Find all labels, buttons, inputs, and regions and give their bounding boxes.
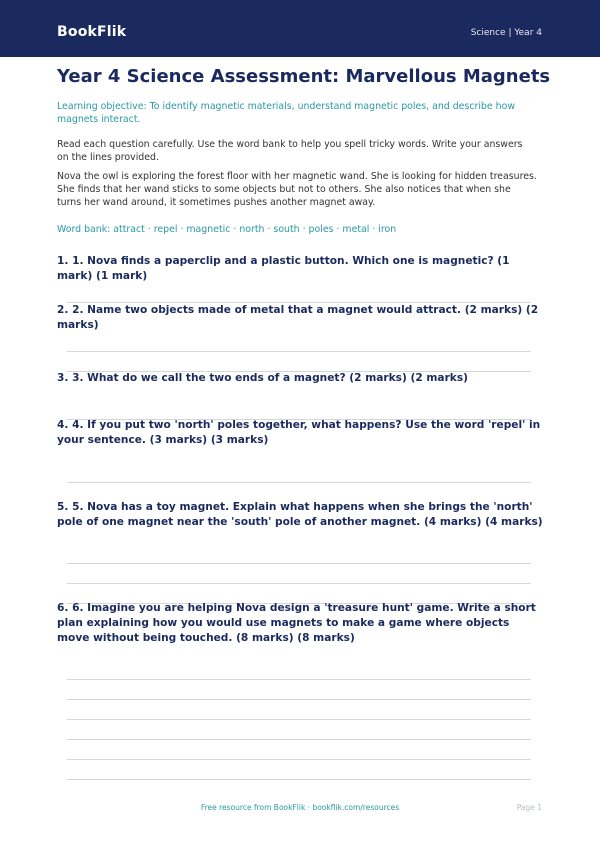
word-bank: Word bank: attract · repel · magnetic · north · south · poles · metal · iron [57,224,397,235]
answer-line[interactable] [67,759,531,760]
answer-line[interactable] [67,739,531,740]
answer-line[interactable] [67,699,531,700]
brand-logo: BookFlik [57,24,127,40]
question-2: 2. 2. Name two objects made of metal that a magnet would attract. (2 marks) (2 marks) [57,304,539,331]
header-bar [0,0,600,57]
answer-line[interactable] [67,583,531,584]
answer-line[interactable] [67,351,531,352]
answer-line[interactable] [67,679,531,680]
question-3: 3. 3. What do we call the two ends of a magnet? (2 marks) (2 marks) [57,372,468,384]
answer-line[interactable] [67,779,531,780]
page-number: Page 1 [516,803,542,812]
answer-line[interactable] [67,719,531,720]
page-title: Year 4 Science Assessment: Marvellous Magnets [57,66,551,87]
question-1: 1. 1. Nova finds a paperclip and a plastic button. Which one is magnetic? (1 mark) (1 mark) [57,255,510,282]
question-5: 5. 5. Nova has a toy magnet. Explain what happens when she brings the 'north' pole of one magnet near the 'south' pole of another magnet. (4 marks) (4 marks) [57,501,543,528]
answer-line[interactable] [67,563,531,564]
footer-text: Free resource from BookFlik · bookflik.com/resources [200,803,400,812]
instructions-text: Read each question carefully. Use the word bank to help you spell tricky words. Write your answers on the lines provided. [57,139,523,163]
answer-line[interactable] [67,482,531,483]
learning-objective: Learning objective: To identify magnetic materials, understand magnetic poles, and describe how magnets interact. [57,101,515,125]
question-4: 4. 4. If you put two 'north' poles together, what happens? Use the word 'repel' in your sentence. (3 marks) (3 marks) [57,419,541,446]
question-6: 6. 6. Imagine you are helping Nova design a 'treasure hunt' game. Write a short plan explaining how you would use magnets to make a game where objects move without being touched. (8 marks) (8 marks) [57,602,536,644]
subject-year-label: Science | Year 4 [470,28,542,38]
story-text: Nova the owl is exploring the forest floor with her magnetic wand. She is looking for hidden treasures. She finds that her wand sticks to some objects but not to others. She also notices that when she turns her wand around, it sometimes pushes another magnet away. [57,171,537,208]
